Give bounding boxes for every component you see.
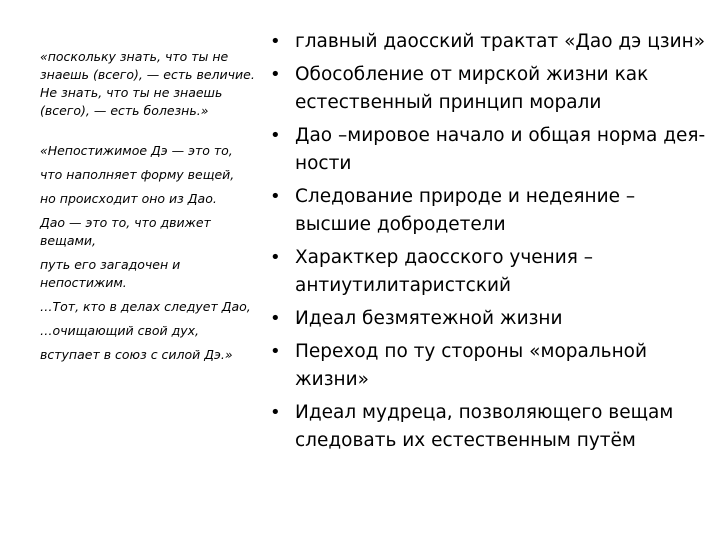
bullet-text: Обособление от мирской жизни как естественный принцип морали [295,64,649,113]
quote-line: …очищающий свой дух, [40,323,200,338]
quotes-column [40,48,270,370]
bullet-text: Переход по ту стороны «моральной жизни» [295,341,648,390]
bullet-item [268,305,708,333]
bullet-dot-icon: • [270,31,281,52]
quote-line: вступает в союз с силой Дэ.» [40,347,233,362]
bullet-text: Идеал безмятежной жизни [295,308,563,329]
bullet-text: Характкер даосского учения – антиутилитаристский [295,247,594,296]
bullet-dot-icon: • [270,341,281,362]
bullet-dot-icon: • [270,402,281,423]
bullet-dot-icon: • [270,125,281,146]
quote-line: что наполняет форму вещей, [40,167,235,182]
bullet-text: Дао –мировое начало и общая норма дея-ности [295,125,706,174]
quote-greatness: «поскольку знать, что ты не знаешь (всего), — есть величие. Не знать, что ты не знаешь (всего), — есть болезнь.» [40,49,255,118]
bullet-item [268,61,708,117]
quote-line: но происходит оно из Дао. [40,191,217,206]
bullet-dot-icon: • [270,64,281,85]
bullet-item [268,244,708,300]
bullet-dot-icon: • [270,308,281,329]
bullet-item [268,183,708,239]
bullet-text: главный даосский трактат «Дао дэ цзин» [295,31,706,52]
bullet-item [268,399,708,455]
quote-line: путь его загадочен и непостижим. [40,257,181,290]
bullet-item [268,28,708,56]
quote-line: Дао — это то, что движет вещами, [40,215,211,248]
bullet-item [268,338,708,394]
bullet-item [268,122,708,178]
bullet-dot-icon: • [270,186,281,207]
bullet-dot-icon: • [270,247,281,268]
quote-line: …Тот, кто в делах следует Дао, [40,299,251,314]
quote-de [40,142,270,364]
bullet-list [268,28,708,460]
bullet-text: Следование природе и недеяние –высшие добродетели [295,186,636,235]
quote-line: «Непостижимое Дэ — это то, [40,143,233,158]
bullet-text: Идеал мудреца, позволяющего вещам следовать их естественным путём [295,402,674,451]
